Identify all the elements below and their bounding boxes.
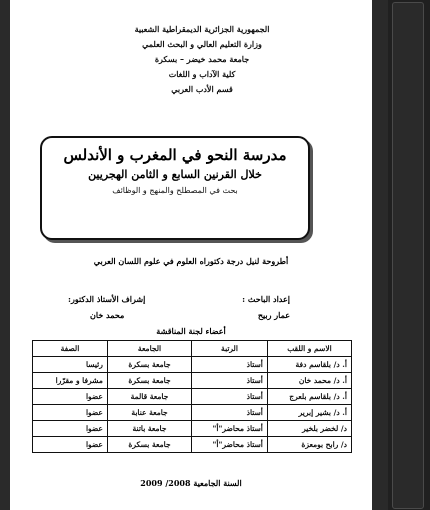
header-line: وزارة التعليم العالي و البحث العلمي — [142, 39, 262, 49]
table-cell: أ. د/ محمد خان — [267, 373, 351, 389]
table-cell: أستاذ — [192, 389, 268, 405]
prepared-by-name: عمار ربيح — [257, 310, 290, 320]
table-cell: أستاذ — [192, 373, 268, 389]
document-page — [10, 0, 372, 510]
vertical-scrollbar[interactable] — [388, 0, 430, 510]
table-row — [33, 437, 352, 453]
header-line: الجمهورية الجزائرية الديمقراطية الشعبية — [134, 24, 270, 34]
table-cell: مشرفا و مقرّرا — [33, 373, 108, 389]
table-cell: جامعة قالمة — [107, 389, 191, 405]
supervisor-label: إشراف الأستاذ الدكتور: — [68, 294, 146, 304]
table-cell: عضوا — [33, 421, 108, 437]
table-row — [33, 405, 352, 421]
thesis-subtitle: خلال القرنين السابع و الثامن الهجريين — [88, 168, 262, 181]
table-row — [33, 373, 352, 389]
table-cell: جامعة بسكرة — [107, 373, 191, 389]
table-cell: عضوا — [33, 405, 108, 421]
table-cell: د/ لخضر بلخير — [267, 421, 351, 437]
table-row — [33, 389, 352, 405]
supervisor-name: محمد خان — [90, 310, 125, 320]
thesis-title: مدرسة النحو في المغرب و الأندلس — [63, 146, 287, 164]
thesis-tagline: بحث في المصطلح والمنهج و الوظائف — [112, 186, 238, 195]
header-line: قسم الأدب العربي — [171, 84, 233, 94]
table-cell: أستاذ — [192, 357, 268, 373]
table-cell: جامعة بسكرة — [107, 357, 191, 373]
column-header: الصفة — [33, 341, 108, 357]
committee-title: أعضاء لجنة المناقشة — [156, 326, 226, 336]
table-row — [33, 357, 352, 373]
scrollbar-thumb[interactable] — [392, 2, 424, 509]
institution-header — [102, 22, 302, 97]
table-cell: أ. د/ بلقاسم دفة — [267, 357, 351, 373]
table-cell: عضوا — [33, 437, 108, 453]
table-cell: أستاذ محاضر"أ" — [192, 421, 268, 437]
table-cell: د/ رابح بومعزة — [267, 437, 351, 453]
table-cell: جامعة باتنة — [107, 421, 191, 437]
table-cell: أ. د/ بشير إبرير — [267, 405, 351, 421]
table-cell: جامعة بسكرة — [107, 437, 191, 453]
table-cell: جامعة عنابة — [107, 405, 191, 421]
table-cell: عضوا — [33, 389, 108, 405]
title-box — [40, 136, 310, 240]
table-cell: أستاذ — [192, 405, 268, 421]
jury-table — [32, 340, 352, 453]
header-line: كلية الآداب و اللغات — [168, 69, 236, 79]
table-row — [33, 421, 352, 437]
header-line: جامعة محمد خيضر – بسكرة — [154, 54, 250, 64]
column-header: الجامعة — [107, 341, 191, 357]
prepared-by-label: إعداد الباحث : — [242, 294, 290, 304]
academic-year: السنة الجامعية 2008/ 2009 — [140, 478, 242, 488]
degree-statement: أطروحة لنيل درجة دكتوراه العلوم في علوم اللسان العربي — [93, 256, 289, 266]
table-cell: رئيسا — [33, 357, 108, 373]
column-header: الاسم و اللقب — [267, 341, 351, 357]
table-cell: أستاذ محاضر"أ" — [192, 437, 268, 453]
column-header: الرتبة — [192, 341, 268, 357]
table-cell: أ. د/ بلقاسم بلعرج — [267, 389, 351, 405]
table-header-row — [33, 341, 352, 357]
